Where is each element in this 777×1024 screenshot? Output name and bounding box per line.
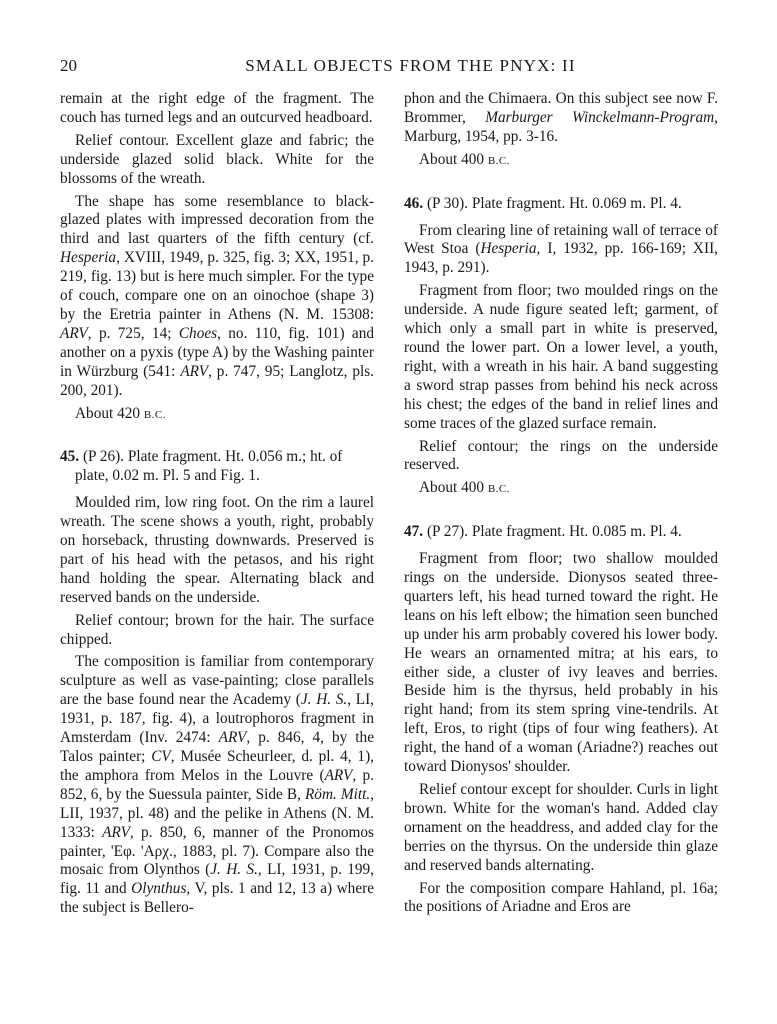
date-line xyxy=(60,405,374,425)
entry-number: 47. xyxy=(404,523,424,541)
citation-arv: ARV xyxy=(180,362,209,380)
catalog-entry-47 xyxy=(404,523,718,542)
paragraph-relief-contour: Relief contour except for shoulder. Curls in light brown. White for the woman's hand. Added clay ornament on the headdress, and added clay for the berries on the thyrsus. On the underside thin glaze and reserved bands alternating. xyxy=(404,781,718,874)
date-text: About 400 xyxy=(419,479,488,497)
era-label: B.C. xyxy=(143,408,167,421)
date-line xyxy=(404,479,718,499)
citation-rom-mitt: Röm. Mitt. xyxy=(304,785,371,803)
paragraph-relief-contour: Relief contour; brown for the hair. The surface chipped. xyxy=(60,611,374,648)
paragraph-description: Fragment from floor; two shallow moulded rings on the underside. Dionysos seated three-quarters left, his head turned toward the right. He leans on his left elbow; the himation seen bunched up under his arm probably covered his lower body. He wears an ornamented mitra; at his ears, to either side, a cluster of ivy leaves and berries. Beside him is the thyrsus, held probably in his right hand; from its stem spring vine-tendrils. At left, Eros, to right (tips of four wing feathers). At right, the hand of a woman (Ariadne?) reaches out toward Dionysos' shoulder. xyxy=(404,550,718,776)
paragraph-composition: For the composition compare Hahland, pl. 16a; the positions of Ariadne and Eros are xyxy=(404,879,718,916)
paragraph-shape-comparison xyxy=(60,193,374,401)
text-run: , LI, 1931, p. 199, fig. 11 and xyxy=(60,861,374,898)
text-run: , no. 110, fig. 101) and another on a pyxis (type A) by the Washing painter in Würzburg (541: xyxy=(60,324,374,380)
paragraph-couch: remain at the right edge of the fragment. The couch has turned legs and an outcurved headboard. xyxy=(60,90,374,126)
text-run: , p. 725, 14; xyxy=(87,324,179,342)
citation-olynthus: Olynthus xyxy=(131,880,187,898)
entry-number: 46. xyxy=(404,194,424,212)
date-text: About 400 xyxy=(419,150,488,168)
citation-hesperia: Hesperia xyxy=(60,249,117,267)
text-run: , Marburg, 1954, pp. 3-16. xyxy=(404,108,718,145)
text-run: , XVIII, 1949, p. 325, fig. 3; XX, 1951, p. 219, fig. 13) but is here much simpler. For the type of couch, compare one on an oinochoe (shape 3) by the Eretria painter in Athens (N. M. 15308: xyxy=(60,249,374,323)
citation-choes: Choes xyxy=(178,324,218,342)
paragraph-composition xyxy=(60,653,374,918)
citation-arv: ARV xyxy=(218,729,247,747)
entry-number: 45. xyxy=(60,448,80,466)
era-label: B.C. xyxy=(487,154,511,167)
citation-brommer: Marburger Winckelmann-Program xyxy=(485,108,715,126)
running-title: SMALL OBJECTS FROM THE PNYX: II xyxy=(245,56,576,75)
text-run: From clearing line of retaining wall of terrace of West Stoa ( xyxy=(404,221,718,258)
paragraph-relief-contour: Relief contour. Excellent glaze and fabric; the underside glazed solid black. White for the blossoms of the wreath. xyxy=(60,131,374,187)
text-run: phon and the Chimaera. On this subject see now F. Brommer, xyxy=(404,90,718,126)
paragraph-findspot xyxy=(404,222,718,279)
paragraph-relief-contour: Relief contour; the rings on the underside reserved. xyxy=(404,437,718,474)
entry-heading: (P 30). Plate fragment. Ht. 0.069 m. Pl. 4. xyxy=(423,194,682,212)
date-text: About 420 xyxy=(75,404,144,422)
text-run: , p. 747, 95; Langlotz, pls. 200, 201). xyxy=(60,362,374,399)
entry-heading: (P 27). Plate fragment. Ht. 0.085 m. Pl. 4. xyxy=(423,523,682,541)
citation-jhs: J. H. S. xyxy=(210,861,258,879)
catalog-entry-45 xyxy=(60,448,374,486)
text-run: , Musée Scheurleer, d. pl. 4, 1), the amphora from Melos in the Louvre ( xyxy=(60,748,374,784)
left-column xyxy=(60,90,374,922)
text-run: , p. 852, 6, by the Suessula painter, Side B, xyxy=(60,766,375,803)
citation-arv: ARV xyxy=(102,823,130,841)
text-run: , LII, 1937, pl. 48) and the pelike in Athens (N. M. 1333: xyxy=(60,785,374,841)
date-line xyxy=(404,151,718,171)
text-run: , p. 846, 4, by the Talos painter; xyxy=(60,729,374,765)
entry-heading: (P 26). Plate fragment. Ht. 0.056 m.; ht. of plate, 0.02 m. Pl. 5 and Fig. 1. xyxy=(75,448,343,485)
text-run: , V, pls. 1 and 12, 13 a) where the subject is Bellero- xyxy=(60,880,374,917)
citation-jhs: J. H. S. xyxy=(300,691,348,709)
page-header xyxy=(60,56,721,80)
text-run: , I, 1932, pp. 166-169; XII, 1943, p. 291). xyxy=(404,240,718,277)
text-run: The shape has some resemblance to black-glazed plates with impressed decoration from the third and last quarters of the fifth century (cf. xyxy=(60,192,374,248)
citation-hesperia: Hesperia xyxy=(480,240,537,258)
text-run: , LI, 1931, p. 187, fig. 4), a loutrophoros fragment in Amsterdam (Inv. 2474: xyxy=(60,691,374,747)
catalog-entry-46 xyxy=(404,195,718,214)
right-column xyxy=(404,90,718,921)
paragraph-continuation xyxy=(404,90,718,147)
citation-cv: CV xyxy=(151,748,171,765)
page-number: 20 xyxy=(60,56,77,75)
citation-arv: ARV xyxy=(324,766,353,784)
paragraph-description: Moulded rim, low ring foot. On the rim a laurel wreath. The scene shows a youth, right, probably on horseback, thrusting downwards. Preserved is part of his head with the petasos, and his right hand holding the spear. Alternating black and reserved bands on the underside. xyxy=(60,494,374,606)
paragraph-description: Fragment from floor; two moulded rings on the underside. A nude figure seated left; garment, of which only a small part in white is preserved, round the lower part. On a lower level, a youth, right, with a wreath in his hair. A band suggesting a sword strap passes from behind his neck across his chest; the edges of the band in relief lines and some traces of the glazed surface remain. xyxy=(404,282,718,432)
era-label: B.C. xyxy=(487,483,511,496)
text-run: The composition is familiar from contemporary sculpture as well as vase-painting; close parallels are the base found near the Academy ( xyxy=(60,653,374,709)
text-run: , p. 850, 6, manner of the Pronomos painter, 'Εφ. 'Αρχ., 1883, pl. 7). Compare also the mosaic from Olynthos ( xyxy=(60,823,374,879)
citation-arv: ARV xyxy=(60,324,88,342)
